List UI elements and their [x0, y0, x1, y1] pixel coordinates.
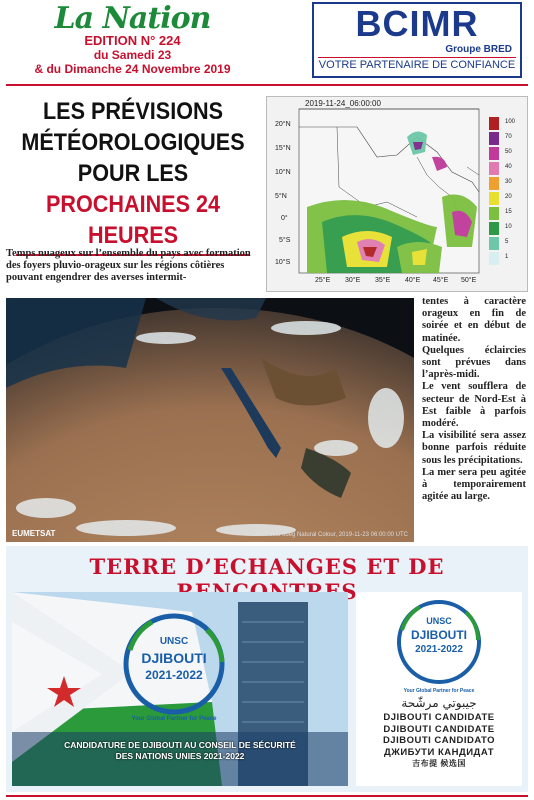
article-headline	[8, 96, 258, 256]
lon-label: 40°E	[405, 277, 421, 284]
article-intro: Temps nuageux sur l’ensemble du pays avec formation des foyers pluvio-orageux sur les régions côtières pouvant engendrer des averses intermit-	[6, 248, 251, 283]
lat-label: 5°N	[275, 193, 287, 200]
lon-label: 50°E	[461, 277, 477, 284]
candidate-panel	[356, 592, 522, 786]
arabic-candidate: جيبوتي مرشّحة	[401, 696, 477, 710]
lat-label: 10°S	[275, 259, 291, 266]
column-paragraph: La mer sera peu agitée à temporairement agitée au large.	[422, 466, 526, 503]
satellite-caption: Meteosat 0deg Natural Colour, 2019-11-23 06:00:00 UTC	[255, 532, 408, 538]
header-divider	[6, 84, 528, 86]
lon-label: 25°E	[315, 277, 331, 284]
slogan: Your Global Partner for Peace	[131, 716, 217, 722]
article-column	[422, 296, 526, 503]
satellite-image	[6, 298, 414, 542]
panel-country-label: DJIBOUTI	[410, 628, 467, 642]
panel-unsc-label: UNSC	[426, 616, 452, 626]
headline-line-3: POUR LES	[77, 160, 189, 187]
legend-label: 10	[505, 224, 512, 230]
legend-label: 100	[505, 119, 516, 125]
legend-swatch	[489, 117, 499, 130]
legend-label: 20	[505, 194, 512, 200]
legend-swatch	[489, 132, 499, 145]
unsc-promo	[6, 546, 528, 792]
lon-label: 35°E	[375, 277, 391, 284]
issue-date-line2: & du Dimanche 24 Novembre 2019	[34, 62, 231, 76]
column-paragraph: Le vent soufflera de secteur de Nord-Est à Est faible à parfois modéré.	[422, 381, 526, 430]
satellite-graphic	[6, 298, 414, 542]
legend-swatch	[489, 237, 499, 250]
headline-line-1: LES PRÉVISIONS	[42, 98, 224, 125]
map-timestamp: 2019-11-24_06:00:00	[305, 99, 381, 108]
legend-swatch	[489, 147, 499, 160]
bcimr-advert	[312, 2, 522, 78]
issue-date-line1: du Samedi 23	[93, 48, 172, 62]
eumetsat-logo: EUMETSAT	[12, 529, 56, 538]
flag-poster	[12, 592, 348, 786]
legend-swatch	[489, 207, 499, 220]
legend-swatch	[489, 222, 499, 235]
promo-title: TERRE D’ECHANGES ET DE	[89, 554, 445, 579]
lat-label: 0°	[281, 215, 288, 222]
legend-swatch	[489, 177, 499, 190]
legend-swatch	[489, 192, 499, 205]
legend-label: 1	[505, 254, 509, 260]
legend-label: 50	[505, 149, 512, 155]
candidature-text: CANDIDATURE DE DJIBOUTI AU CONSEIL DE SÉCURITÉ DES NATIONS UNIES 2021-2022	[64, 740, 296, 761]
lat-label: 5°S	[279, 237, 291, 244]
lon-label: 45°E	[433, 277, 449, 284]
column-paragraph: La visibilité sera assez bonne parfois réduite sous les précipitations.	[422, 430, 526, 466]
years-label: 2021-2022	[145, 668, 203, 682]
footer-divider	[6, 795, 528, 797]
edition-number: EDITION N° 224	[84, 33, 181, 48]
bank-name: BCIMR	[355, 3, 479, 44]
candidate-languages: DJIBOUTI CANDIDATE DJIBOUTI CANDIDATE DJIBOUTI CANDIDATO ДЖИБУТИ КАНДИДАТ 吉布提 候选国	[382, 712, 496, 768]
bank-group: Groupe BRED	[445, 44, 512, 55]
lat-label: 15°N	[275, 145, 291, 152]
column-paragraph: Quelques éclaircies sont prévues dans l’après-midi.	[422, 344, 526, 381]
newspaper-logo: La Nation	[54, 1, 211, 36]
panel-slogan: Your Global Partner for Peace	[403, 688, 475, 694]
unsc-label: UNSC	[159, 636, 189, 647]
legend-label: 15	[505, 209, 512, 215]
country-label: DJIBOUTI	[141, 650, 207, 666]
masthead	[30, 1, 235, 76]
lat-label: 10°N	[275, 169, 291, 176]
precipitation-forecast-map	[266, 96, 528, 292]
headline-line-2: MÉTÉOROLOGIQUES	[21, 129, 245, 156]
legend-label: 5	[505, 239, 509, 245]
lon-label: 30°E	[345, 277, 361, 284]
legend-swatch	[489, 162, 499, 175]
legend-label: 30	[505, 179, 512, 185]
column-paragraph: tentes à caractère orageux en fin de soirée et en début de matinée.	[422, 296, 526, 344]
panel-years-label: 2021-2022	[415, 644, 463, 655]
legend-swatch	[489, 252, 499, 265]
bank-tagline: VOTRE PARTENAIRE DE CONFIANCE	[318, 59, 516, 71]
legend-label: 40	[505, 164, 512, 170]
headline-line-red: PROCHAINES 24 HEURES	[45, 191, 221, 249]
legend-label: 70	[505, 134, 512, 140]
lat-label: 20°N	[275, 121, 291, 128]
